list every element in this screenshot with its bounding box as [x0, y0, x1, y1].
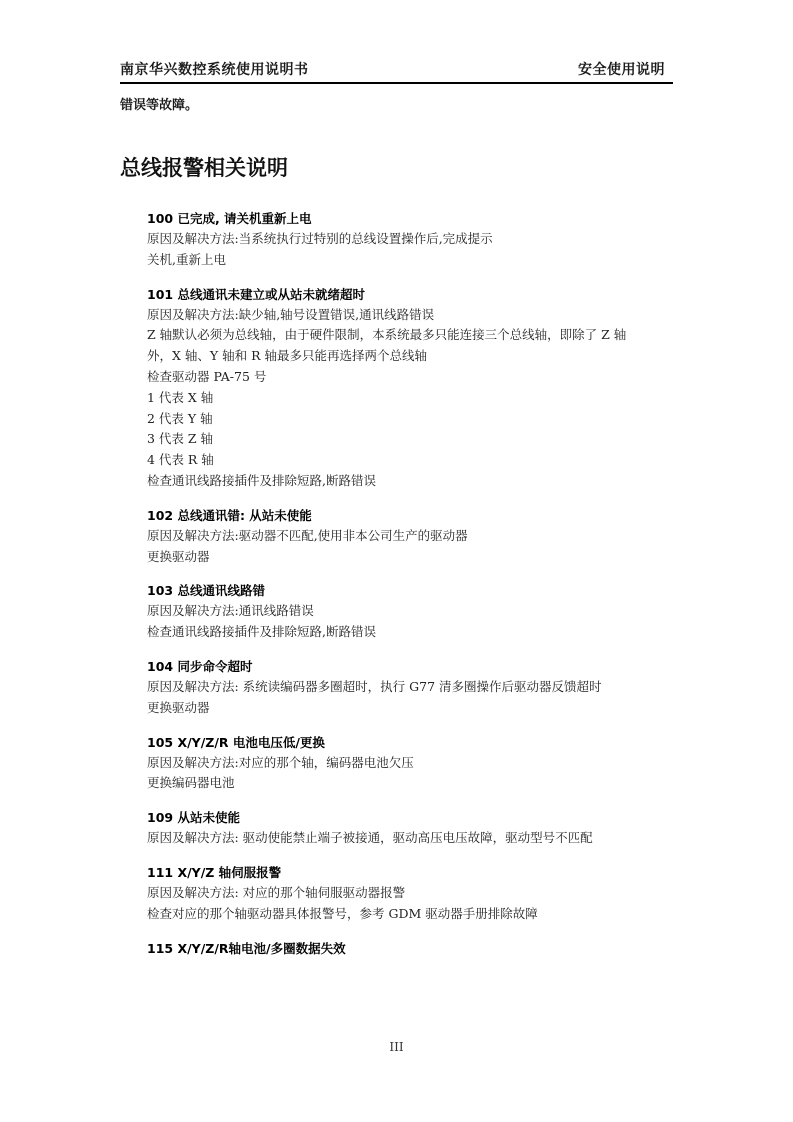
- alarm-description-line: 检查对应的那个轴驱动器具体报警号，参考 GDM 驱动器手册排除故障: [147, 905, 538, 921]
- alarm-title: 115 X/Y/Z/R轴电池/多圈数据失效: [147, 940, 346, 956]
- page-header: [120, 56, 673, 84]
- alarm-title: 105 X/Y/Z/R 电池电压低/更换: [147, 734, 325, 750]
- alarm-entry: [147, 656, 687, 719]
- alarm-entry: [147, 938, 687, 959]
- alarm-description-line: 更换驱动器: [147, 548, 210, 564]
- alarm-description-line: 检查通讯线路接插件及排除短路,断路错误: [147, 472, 376, 488]
- alarm-entry: [147, 807, 687, 849]
- alarm-description-line: 2 代表 Y 轴: [147, 410, 213, 426]
- alarm-entry: [147, 208, 687, 271]
- chapter-title: 安全使用说明: [578, 62, 665, 78]
- alarm-description-line: 关机,重新上电: [147, 251, 226, 267]
- alarm-description-line: 3 代表 Z 轴: [147, 431, 214, 447]
- alarm-description-line: 检查通讯线路接插件及排除短路,断路错误: [147, 624, 376, 640]
- alarm-title: 101 总线通讯未建立或从站未就绪超时: [147, 286, 365, 302]
- intro-text: 错误等故障。: [120, 98, 199, 113]
- alarm-description-line: 原因及解决方法: 驱动使能禁止端子被接通，驱动高压电压故障，驱动型号不匹配: [147, 830, 593, 846]
- alarm-entry: [147, 505, 687, 568]
- alarm-description-line: 更换驱动器: [147, 699, 210, 715]
- alarm-description-line: 1 代表 X 轴: [147, 389, 214, 405]
- alarm-description-line: 原因及解决方法:通讯线路错误: [147, 603, 314, 619]
- alarm-description-line: 4 代表 R 轴: [147, 452, 214, 468]
- alarm-title: 103 总线通讯线路错: [147, 583, 265, 599]
- alarm-description-line: 原因及解决方法: 系统读编码器多圈超时，执行 G77 清多圈操作后驱动器反馈超时: [147, 678, 602, 694]
- alarm-title: 109 从站未使能: [147, 810, 240, 826]
- alarm-description-line: 原因及解决方法:当系统执行过特别的总线设置操作后,完成提示: [147, 231, 493, 246]
- alarm-title: 111 X/Y/Z 轴伺服报警: [147, 864, 282, 880]
- alarm-entry: [147, 284, 687, 492]
- alarm-title: 102 总线通讯错: 从站未使能: [147, 507, 312, 523]
- alarm-title: 104 同步命令超时: [147, 658, 253, 674]
- section-heading: 总线报警相关说明: [120, 156, 288, 180]
- alarm-description-line: 原因及解决方法:缺少轴,轴号设置错误,通讯线路错误: [147, 306, 435, 322]
- alarm-description-line: 原因及解决方法: 对应的那个轴伺服驱动器报警: [147, 884, 406, 900]
- alarm-description-line: Z 轴默认必须为总线轴，由于硬件限制，本系统最多只能连接三个总线轴，即除了 Z 轴: [147, 327, 627, 343]
- alarm-description-line: 外，X 轴、Y 轴和 R 轴最多只能再选择两个总线轴: [147, 348, 427, 364]
- page-number: III: [389, 1040, 404, 1054]
- alarm-description-line: 原因及解决方法:对应的那个轴，编码器电池欠压: [147, 754, 414, 770]
- alarm-title: 100 已完成, 请关机重新上电: [147, 211, 312, 226]
- alarm-description-line: 检查驱动器 PA-75 号: [147, 368, 267, 384]
- document-title: 南京华兴数控系统使用说明书: [120, 62, 309, 78]
- alarm-entry: [147, 732, 687, 795]
- alarm-description-line: 更换编码器电池: [147, 775, 235, 791]
- alarm-entry: [147, 580, 687, 643]
- alarm-entry: [147, 862, 687, 925]
- alarm-list: [147, 208, 687, 972]
- alarm-description-line: 原因及解决方法:驱动器不匹配,使用非本公司生产的驱动器: [147, 527, 468, 543]
